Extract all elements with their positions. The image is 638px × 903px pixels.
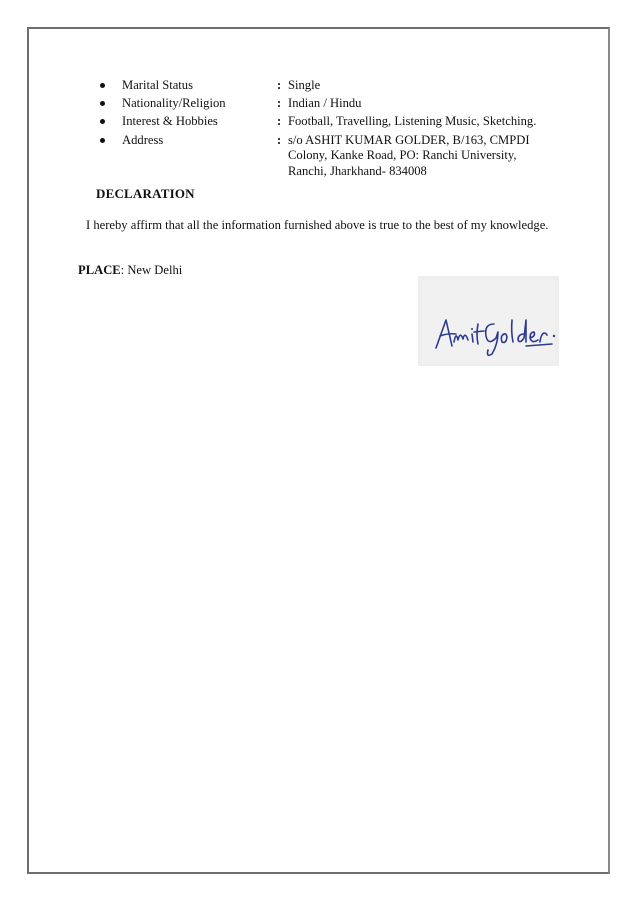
bullet-icon	[100, 138, 105, 143]
list-item-marital-status	[96, 78, 576, 94]
signature-image	[418, 276, 559, 366]
field-value: Football, Travelling, Listening Music, Sketching.	[288, 114, 537, 129]
bullet-icon	[100, 101, 105, 106]
field-separator: :	[277, 114, 282, 129]
place-value: : New Delhi	[120, 263, 183, 277]
place-label: PLACE	[78, 263, 121, 277]
address-value	[288, 133, 576, 180]
field-label: Interest & Hobbies	[122, 114, 218, 129]
declaration-text: I hereby affirm that all the information furnished above is true to the best of my knowledge.	[86, 218, 549, 232]
field-separator: :	[277, 78, 282, 92]
field-label: Address	[122, 132, 164, 147]
field-label: Marital Status	[122, 78, 194, 92]
field-separator: :	[277, 96, 282, 111]
bullet-icon	[100, 83, 105, 88]
list-item-nationality-religion	[96, 96, 576, 112]
place-line	[78, 263, 182, 278]
bullet-icon	[100, 119, 105, 124]
address-line: Ranchi, Jharkhand- 834008	[288, 163, 427, 178]
field-separator: :	[277, 132, 282, 147]
personal-details-list	[96, 78, 576, 181]
declaration-heading: DECLARATION	[96, 186, 195, 201]
address-line: s/o ASHIT KUMAR GOLDER, B/163, CMPDI	[288, 132, 530, 147]
list-item-interest-hobbies	[96, 114, 576, 130]
field-label: Nationality/Religion	[122, 96, 226, 111]
field-value: Single	[288, 78, 321, 92]
list-item-address	[96, 133, 576, 180]
address-line: Colony, Kanke Road, PO: Ranchi University,	[288, 148, 517, 163]
field-value: Indian / Hindu	[288, 96, 362, 111]
